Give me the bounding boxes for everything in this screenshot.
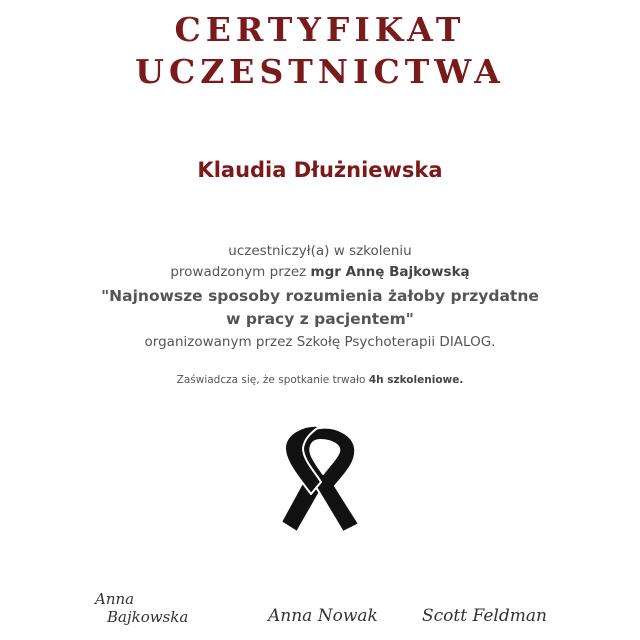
signature-scott-feldman: Scott Feldman: [422, 606, 547, 626]
signature-line1: Anna: [95, 590, 135, 608]
duration-line: [0, 374, 640, 386]
course-title-line1: "Najnowsze sposoby rozumienia żałoby przydatne: [101, 287, 539, 305]
signature-line2: Bajkowska: [107, 608, 189, 626]
certificate-title-line2: UCZESTNICTWA: [135, 52, 505, 91]
signature-anna-bajkowska: [95, 590, 188, 626]
participation-text: uczestniczył(a) w szkoleniu: [228, 243, 412, 259]
signature-anna-nowak: Anna Nowak: [268, 606, 378, 626]
duration-prefix: Zaświadcza się, że spotkanie trwało: [176, 374, 369, 386]
organizer-line: organizowanym przez Szkołę Psychoterapii DIALOG.: [144, 334, 496, 350]
trainer-line: [0, 264, 640, 280]
awareness-ribbon-icon: [275, 420, 365, 535]
course-title-line2: w pracy z pacjentem": [226, 310, 414, 328]
duration-value: 4h szkoleniowe.: [368, 374, 464, 386]
trainer-name: mgr Annę Bajkowską: [310, 264, 470, 280]
trainer-prefix: prowadzonym przez: [170, 264, 311, 280]
certificate-title-line1: CERTYFIKAT: [174, 10, 466, 49]
recipient-name: Klaudia Dłużniewska: [197, 158, 443, 182]
